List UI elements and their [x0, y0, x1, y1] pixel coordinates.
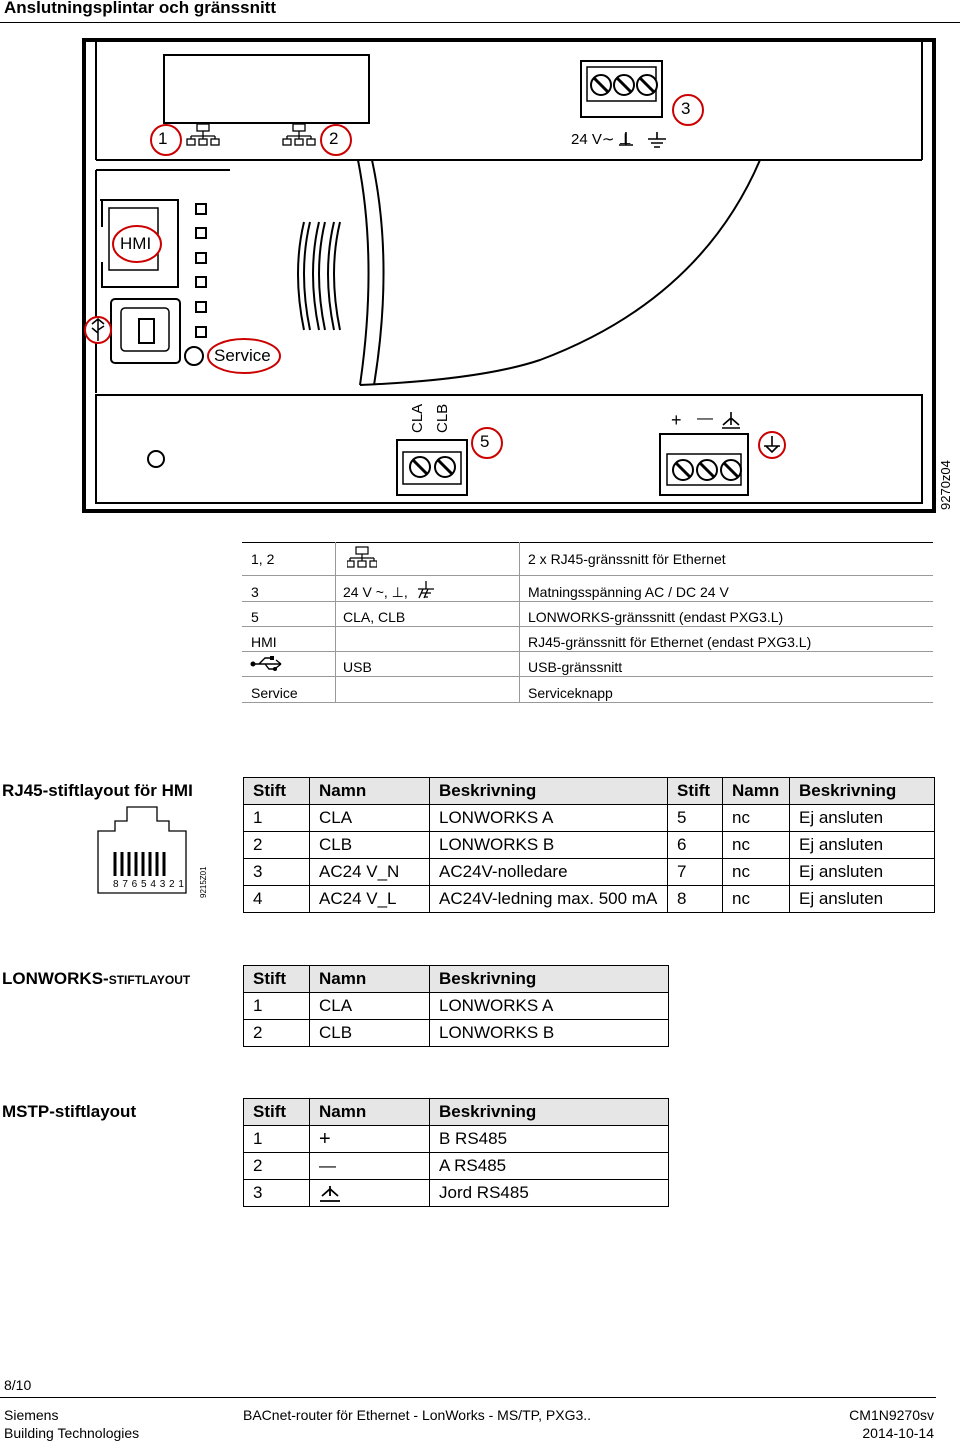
cla-label: CLA	[409, 403, 426, 433]
table-row	[244, 1180, 669, 1207]
table-cell: 3	[244, 1180, 310, 1207]
overview-symbol: 24 V ~, ⊥,	[343, 584, 408, 600]
table-cell: AC24 V_N	[310, 859, 430, 886]
table-row	[244, 859, 935, 886]
column-header: Beskrivning	[430, 778, 668, 805]
table-cell: LONWORKS A	[430, 805, 668, 832]
table-cell: 2	[244, 1153, 310, 1180]
table-cell: 6	[668, 832, 723, 859]
service-button-label[interactable]: Service	[214, 346, 271, 365]
column-header: Beskrivning	[430, 966, 669, 993]
table-cell: Ej ansluten	[790, 886, 935, 913]
table-row	[244, 993, 669, 1020]
table-row	[244, 805, 935, 832]
table-header-row	[244, 1099, 669, 1126]
table-cell: AC24 V_L	[310, 886, 430, 913]
column-header: Beskrivning	[790, 778, 935, 805]
column-header: Namn	[310, 778, 430, 805]
table-cell: Jord RS485	[430, 1180, 669, 1207]
table-cell: AC24V-nolledare	[430, 859, 668, 886]
overview-ref: HMI	[251, 634, 277, 650]
footer-division: Building Technologies	[4, 1425, 140, 1441]
table-cell: CLA	[310, 805, 430, 832]
page-number: 8/10	[4, 1377, 32, 1393]
overview-ref: 5	[251, 609, 259, 625]
hmi-label: HMI	[120, 234, 152, 253]
column-header: Namn	[310, 966, 430, 993]
table-cell: B RS485	[430, 1126, 669, 1153]
table-row	[244, 1020, 669, 1047]
ethernet-port-1-icon	[187, 124, 219, 145]
overview-desc: Matningsspänning AC / DC 24 V	[528, 584, 729, 600]
table-cell: A RS485	[430, 1153, 669, 1180]
ethernet-icon	[347, 546, 377, 570]
rj45-heading: RJ45-stiftlayout för HMI	[2, 781, 193, 800]
table-cell: nc	[723, 886, 790, 913]
table-cell	[310, 1180, 430, 1207]
table-cell: —	[310, 1153, 430, 1180]
table-cell: 2	[244, 1020, 310, 1047]
table-cell: nc	[723, 859, 790, 886]
callout-3: 3	[681, 99, 691, 118]
callout-1: 1	[158, 129, 168, 148]
table-row	[244, 1153, 669, 1180]
column-header: Stift	[244, 1099, 310, 1126]
overview-desc: USB-gränssnitt	[528, 659, 623, 675]
footer-doc-title: BACnet-router för Ethernet - LonWorks - MS/TP, PXG3..	[243, 1407, 592, 1423]
table-cell: +	[310, 1126, 430, 1153]
figure-id: 9270z04	[938, 460, 953, 510]
footer-date: 2014-10-14	[862, 1425, 934, 1441]
supply-label: 24 V∼ ⊥	[571, 131, 632, 148]
footer-company: Siemens	[4, 1407, 59, 1423]
lonworks-pin-table	[243, 965, 669, 1047]
lonworks-heading: LONWORKS-stiftlayout	[2, 969, 191, 988]
table-cell: CLB	[310, 1020, 430, 1047]
table-cell: CLA	[310, 993, 430, 1020]
overview-desc: LONWORKS-gränssnitt (endast PXG3.L)	[528, 609, 784, 625]
footer-doc-id: CM1N9270sv	[849, 1407, 934, 1423]
protective-earth-icon	[416, 580, 436, 600]
overview-desc: 2 x RJ45-gränssnitt för Ethernet	[528, 551, 726, 567]
table-cell: nc	[723, 805, 790, 832]
mstp-pin-table	[243, 1098, 669, 1207]
overview-ref: Service	[251, 685, 298, 701]
table-row	[244, 832, 935, 859]
minus-label: —	[697, 410, 713, 427]
column-header: Namn	[723, 778, 790, 805]
table-cell: Ej ansluten	[790, 859, 935, 886]
callout-2: 2	[329, 129, 339, 148]
table-header-row	[244, 778, 935, 805]
table-row	[244, 1126, 669, 1153]
table-cell: 2	[244, 832, 310, 859]
overview-ref: 1, 2	[251, 551, 275, 567]
table-cell: 5	[668, 805, 723, 832]
overview-symbol: USB	[343, 659, 372, 675]
table-cell: 3	[244, 859, 310, 886]
ground-icon	[319, 1185, 341, 1203]
table-cell: 1	[244, 1126, 310, 1153]
ethernet-port-2-icon	[283, 124, 315, 145]
rj45-pin-table	[243, 777, 935, 913]
table-cell: LONWORKS B	[430, 832, 668, 859]
clb-label: CLB	[434, 403, 451, 433]
table-cell: CLB	[310, 832, 430, 859]
mstp-heading: MSTP-stiftlayout	[2, 1102, 137, 1121]
table-cell: AC24V-ledning max. 500 mA	[430, 886, 668, 913]
column-header: Stift	[244, 966, 310, 993]
column-header: Stift	[668, 778, 723, 805]
table-cell: 1	[244, 993, 310, 1020]
table-cell: 1	[244, 805, 310, 832]
column-header: Beskrivning	[430, 1099, 669, 1126]
page-title: Anslutningsplintar och gränssnitt	[4, 0, 277, 17]
table-cell: Ej ansluten	[790, 805, 935, 832]
footer-rule	[0, 1397, 936, 1398]
overview-symbol: CLA, CLB	[343, 609, 406, 625]
column-header: Namn	[310, 1099, 430, 1126]
table-cell: Ej ansluten	[790, 832, 935, 859]
usb-icon	[249, 655, 285, 673]
table-header-row	[244, 966, 669, 993]
overview-desc: Serviceknapp	[528, 685, 613, 701]
table-cell: nc	[723, 832, 790, 859]
rj45-fig-code: 9215Z01	[199, 866, 208, 898]
column-header: Stift	[244, 778, 310, 805]
overview-ref: 3	[251, 584, 259, 600]
plus-label: +	[671, 410, 682, 430]
table-cell: 4	[244, 886, 310, 913]
table-cell: 7	[668, 859, 723, 886]
rj45-pin-numbers: 8 7 6 5 4 3 2 1	[113, 879, 185, 890]
table-row	[244, 886, 935, 913]
callout-5: 5	[480, 432, 490, 451]
overview-desc: RJ45-gränssnitt för Ethernet (endast PXG3.L)	[528, 634, 812, 650]
table-cell: LONWORKS B	[430, 1020, 669, 1047]
table-cell: 8	[668, 886, 723, 913]
table-cell: LONWORKS A	[430, 993, 669, 1020]
